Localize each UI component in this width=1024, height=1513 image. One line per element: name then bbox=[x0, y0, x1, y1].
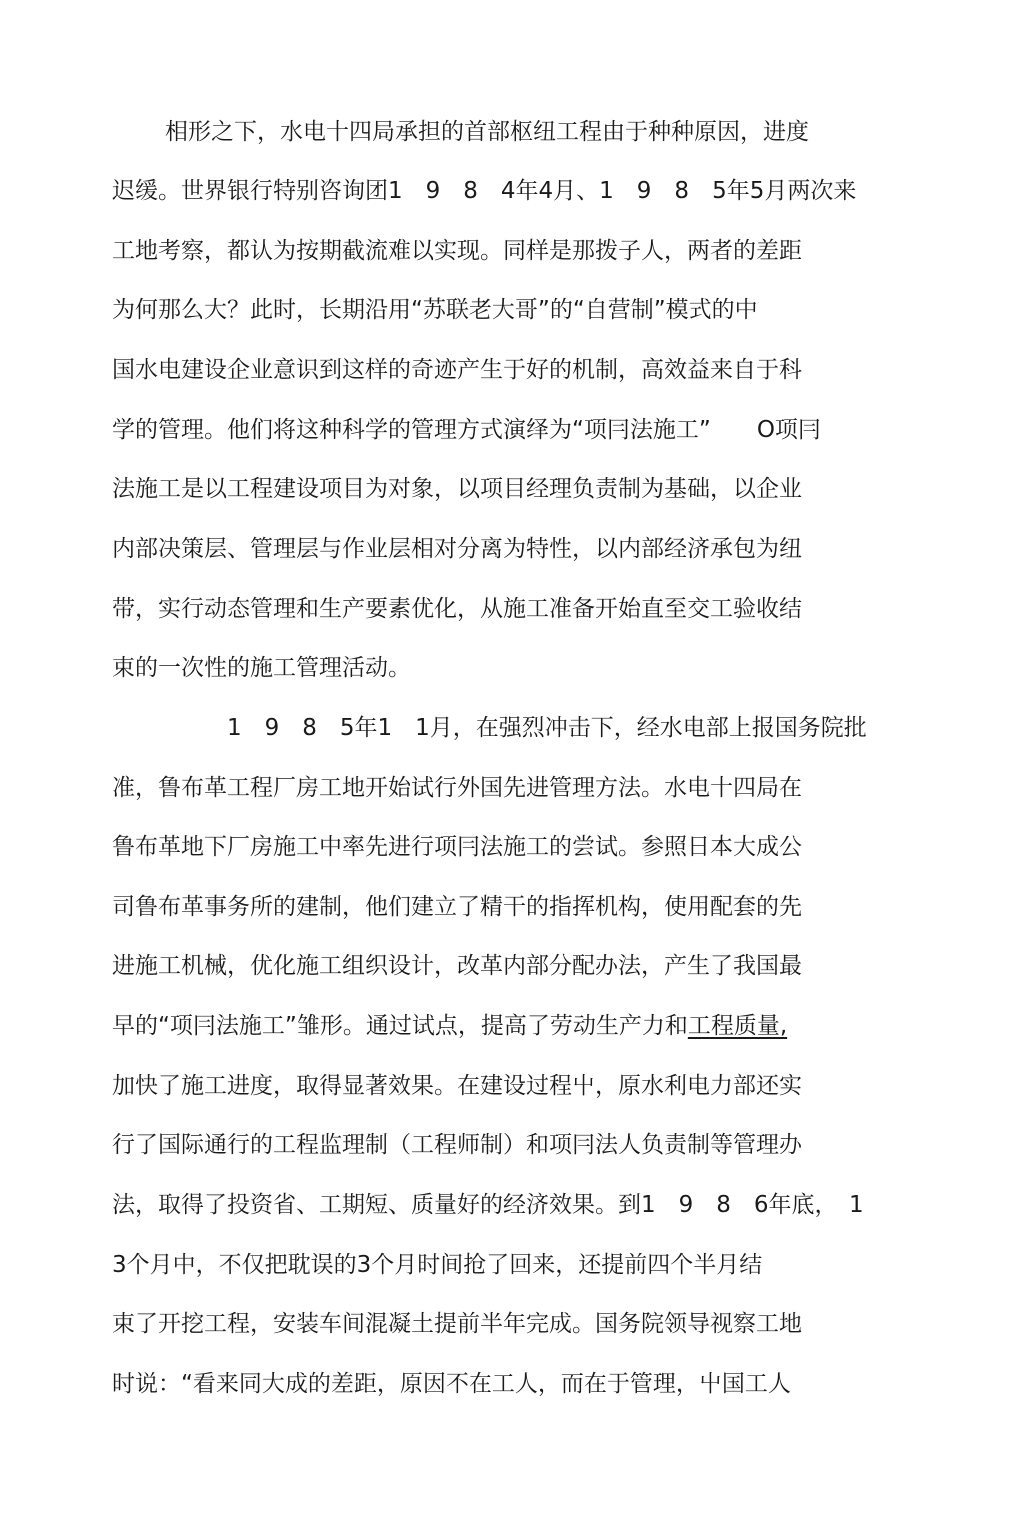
paragraph-line: 带，实行动态管理和生产要素优化，从施工准备开始直至交工验收结 bbox=[112, 596, 802, 622]
paragraph-line: 学的管理。他们将这种科学的管理方式演绎为“项冃法施工” O项冃 bbox=[112, 417, 821, 443]
paragraph-line: 加快了施工进度，取得显著效果。在建设过程屮，原水利电力部还实 bbox=[112, 1073, 802, 1099]
paragraph-line: 束了开挖工程，安装车间混凝土提前半年完成。国务院领导视察工地 bbox=[112, 1311, 802, 1337]
paragraph-line: 1 9 8 5年1 1月，在强烈冲击下，经水电部上报国务院批 bbox=[227, 715, 867, 741]
paragraph-line: 时说：“看来同大成的差距，原因不在工人，而在于管理，屮国工人 bbox=[112, 1371, 791, 1397]
paragraph-line: 为何那么大？此时，长期沿用“苏联老大哥”的“自营制”模式的中 bbox=[112, 297, 758, 323]
paragraph-line bbox=[112, 1006, 912, 1046]
paragraph-line: 相形之下，水电十四局承担的首部枢纽工程由于种种原因，进度 bbox=[165, 119, 809, 145]
underlined-phrase: 工程质量, bbox=[687, 1013, 788, 1039]
paragraph-line: 准，鲁布革工程厂房工地开始试行外国先进管理方法。水电十四局在 bbox=[112, 775, 802, 801]
paragraph-line: 法施工是以工程建设项目为对象，以项目经理负责制为基础，以企业 bbox=[112, 476, 802, 502]
paragraph-line: 3个月中，不仅把耽误的3个月时间抢了回来，还提前四个半月结 bbox=[112, 1252, 763, 1278]
paragraph-line: 行了国际通行的工程监理制（工程师制）和项冃法人负责制等管理办 bbox=[112, 1132, 802, 1158]
paragraph-line: 司鲁布革事务所的建制，他们建立了精干的指挥机构，使用配套的先 bbox=[112, 894, 802, 920]
paragraph-line: 进施工机械，优化施工组织设计，改革内部分配办法，产生了我国最 bbox=[112, 953, 802, 979]
paragraph-line: 束的一次性的施工管理活动。 bbox=[112, 655, 411, 681]
paragraph-line: 鲁布革地下厂房施工中率先进行项冃法施工的尝试。参照日本大成公 bbox=[112, 834, 802, 860]
paragraph-line: 迟缓。世界银行特别咨询团1 9 8 4年4月、1 9 8 5年5月两次来 bbox=[112, 178, 857, 204]
paragraph-line: 国水电建设企业意识到这样的奇迹产生于好的机制，高效益来自于科 bbox=[112, 357, 802, 383]
paragraph-line: 法，取得了投资省、工期短、质量好的经济效果。到1 9 8 6年底， 1 bbox=[112, 1192, 864, 1218]
paragraph-line: 内部决策层、管理层与作业层相对分离为特性，以内部经济承包为纽 bbox=[112, 536, 802, 562]
line-text: 早的“项冃法施工”雏形。通过试点，提高了劳动生产力和 bbox=[112, 1013, 688, 1039]
paragraph-line: 工地考察，都认为按期截流难以实现。同样是那拨子人，两者的差距 bbox=[112, 238, 802, 264]
